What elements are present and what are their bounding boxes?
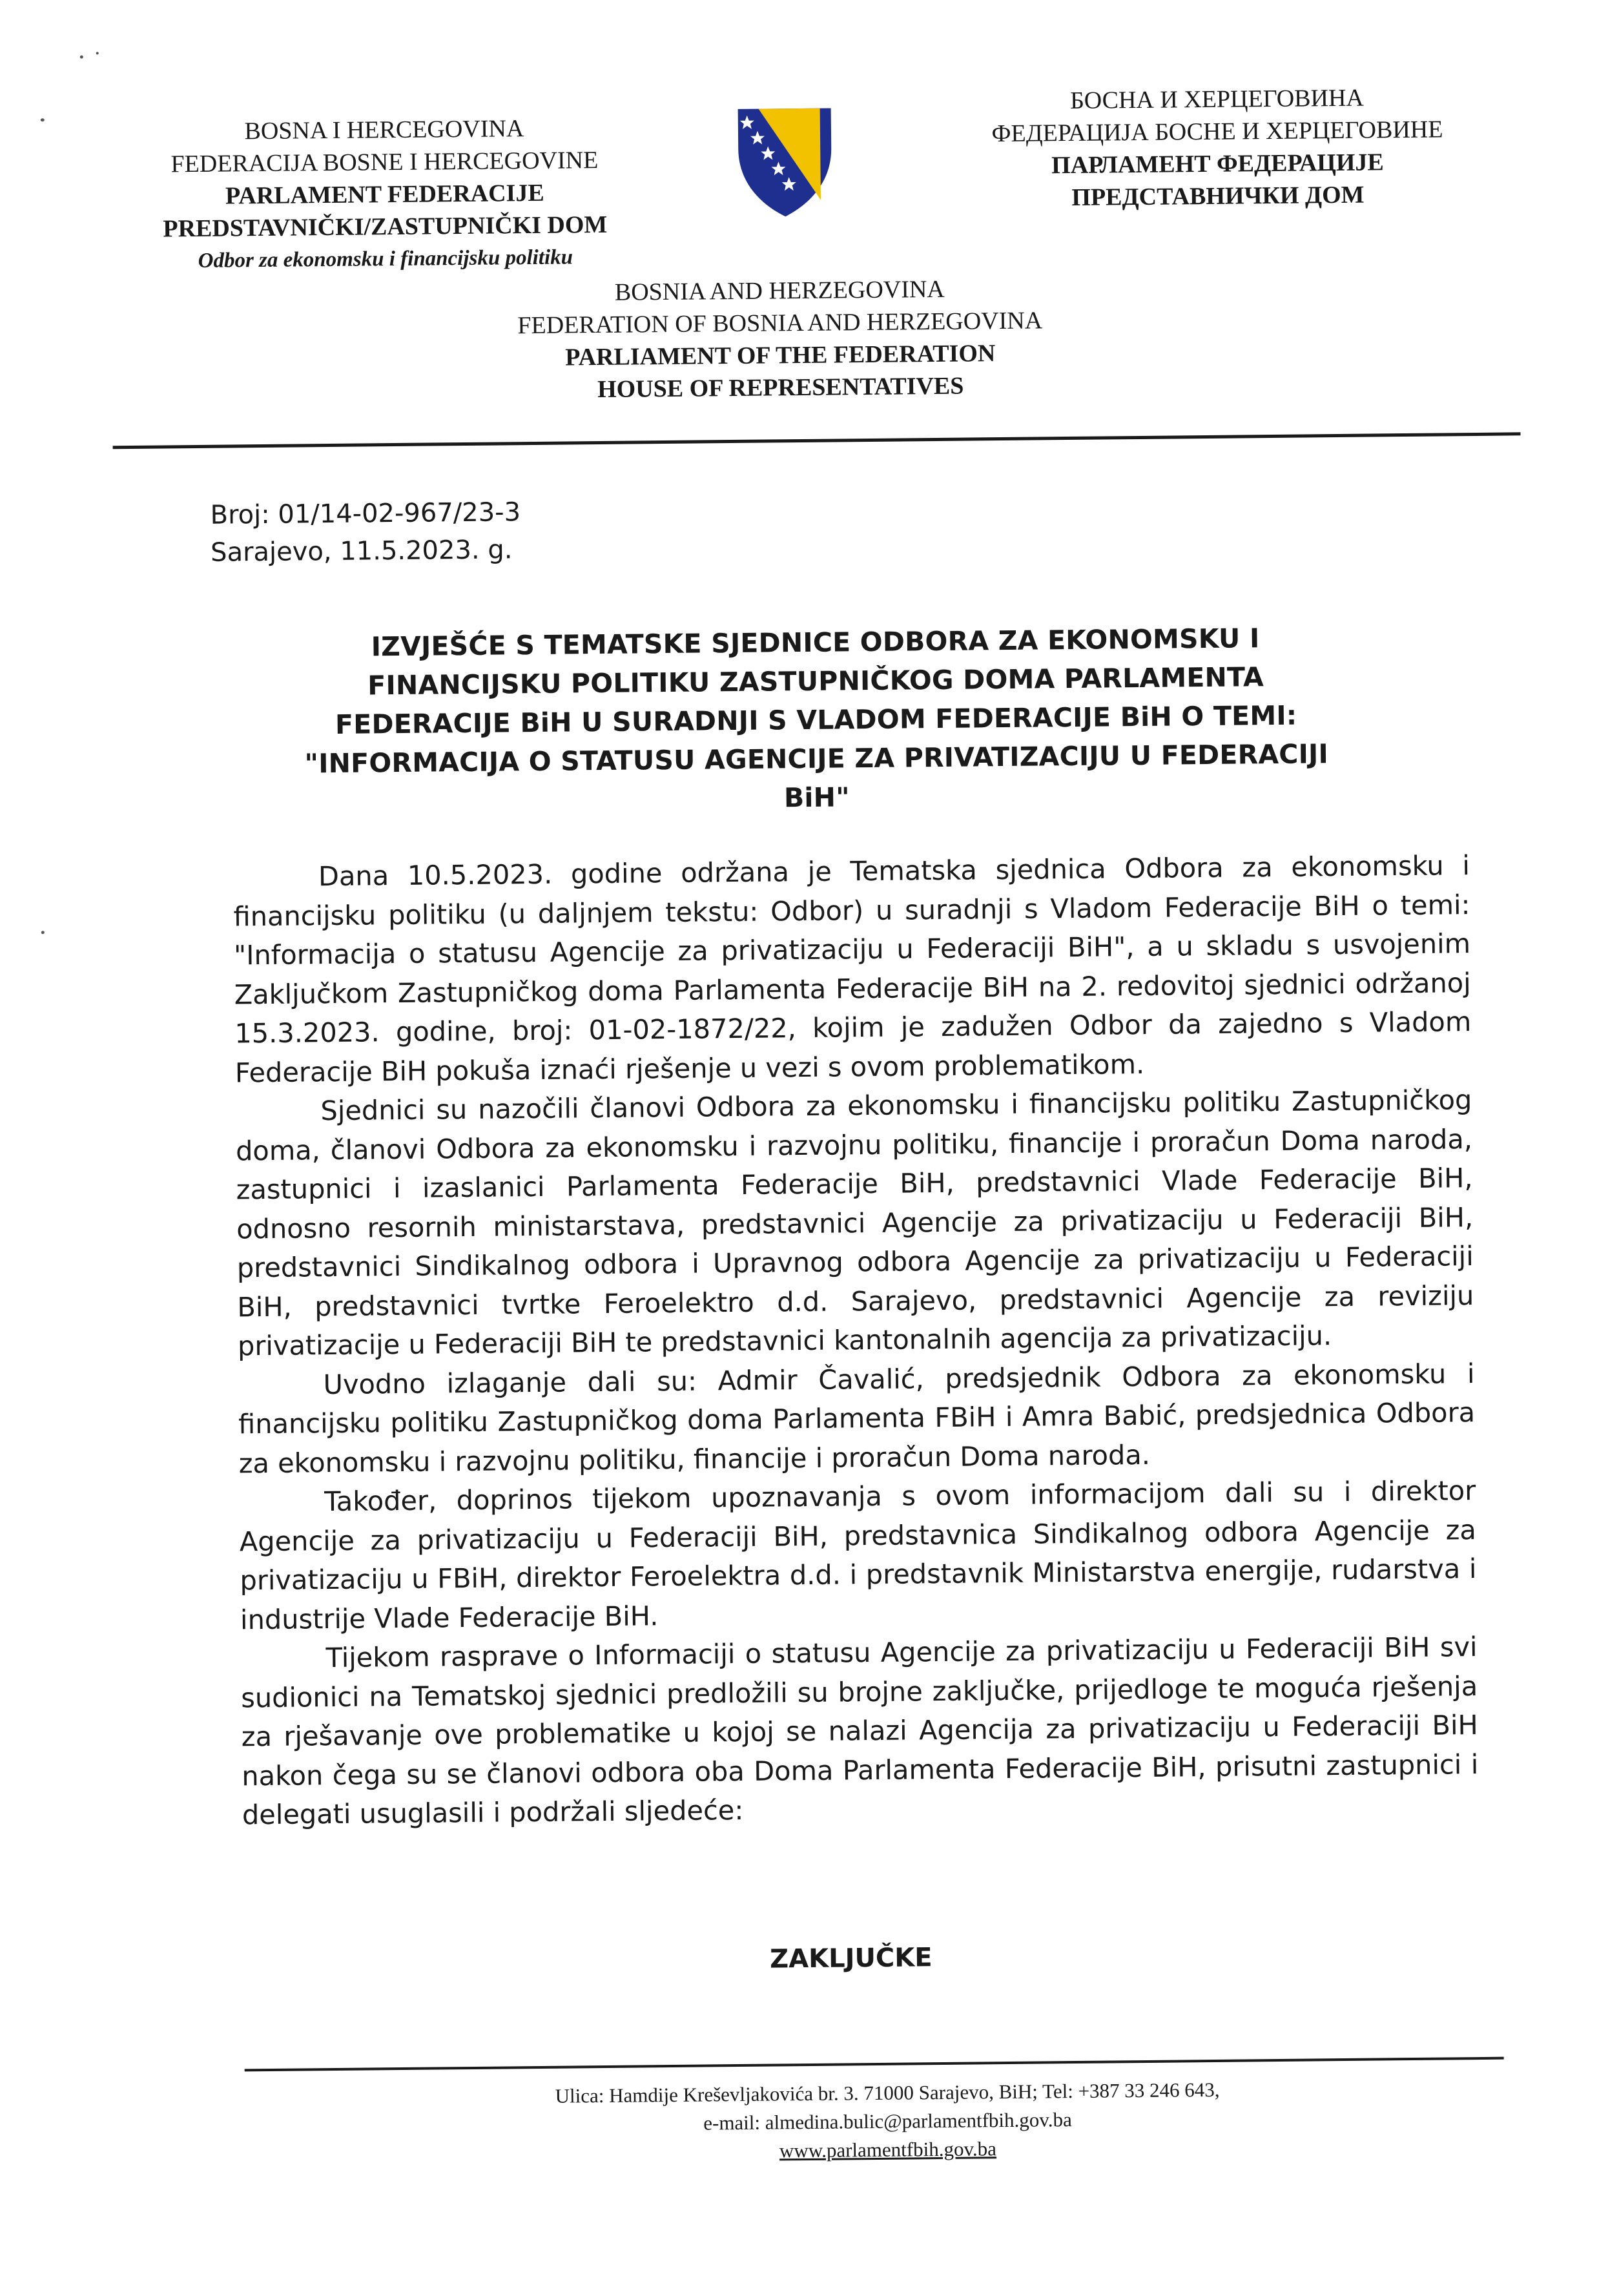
footer-divider: [245, 2057, 1504, 2072]
header-right: [952, 81, 1483, 215]
conclusions-heading: ZAKLJUČKE: [769, 1943, 933, 1974]
scan-speck: [96, 52, 99, 54]
header-center-line: PARLIAMENT OF THE FEDERATION: [565, 340, 996, 371]
header-right-line: ФЕДЕРАЦИЈА БОСНЕ И ХЕРЦЕГОВИНЕ: [991, 116, 1443, 148]
title-line: IZVJEŠĆE S TEMATSKE SJEDNICE ODBORA ZA EKONOMSKU I: [371, 623, 1260, 663]
header-right-line: ПАРЛАМЕНТ ФЕДЕРАЦИЈЕ: [1051, 149, 1384, 180]
header-right-line: ПРЕДСТАВНИЧКИ ДОМ: [1071, 181, 1365, 211]
header-left-line: PARLAMENT FEDERACIJE: [225, 179, 544, 210]
header-left-line: BOSNA I HERCEGOVINA: [244, 115, 524, 145]
footer-address: Ulica: Hamdije Kreševljakovića br. 3. 71000 Sarajevo, BiH; Tel: +387 33 246 643,: [555, 2078, 1220, 2107]
scan-speck: [41, 931, 45, 934]
body-paragraph: Uvodno izlaganje dali su: Admir Čavalić, predsjednik Odbora za ekonomsku i financijsku politiku Zastupničkog doma Parlamenta FBiH i Amra Babić, predsjednica Odbora za ekonomsku i razvojnu politiku, financije i proračun Doma naroda.: [238, 1357, 1476, 1479]
report-title: [208, 617, 1424, 823]
header-divider: [113, 432, 1521, 449]
header-left-line: FEDERACIJA BOSNE I HERCEGOVINE: [170, 146, 599, 178]
title-line: BiH": [783, 781, 850, 814]
header-left-line: PREDSTAVNIČKI/ZASTUPNIČKI DOM: [163, 211, 608, 243]
document-meta: [210, 493, 521, 572]
header-left: [119, 111, 650, 278]
header-center: [482, 272, 1078, 407]
title-line: "INFORMACIJA O STATUSU AGENCIJE ZA PRIVATIZACIJU U FEDERACIJI: [304, 738, 1329, 780]
coat-of-arms-icon: [733, 103, 838, 220]
body-paragraph: Također, doprinos tijekom upoznavanja s ovom informacijom dali su i direktor Agencije za privatizaciju u Federaciji BiH, predstavnica Sindikalnog odbora Agencije za privatizaciju u FBiH, direktor Feroelektra d.d. i predstavnik Ministarstva energije, rudarstva i industrije Vlade Federacije BiH.: [239, 1474, 1477, 1635]
footer: [397, 2074, 1379, 2169]
body-paragraph: Tijekom rasprave o Informaciji o statusu Agencije za privatizaciju u Federaciji BiH svi sudionici na Tematskoj sjednici predložili su brojne zaključke, prijedloge te moguća rješenja za rješavanje ove problematike u kojoj se nalazi Agencija za privatizaciju u Federaciji BiH nakon čega su se članovi odbora oba Doma Parlamenta Federacije BiH, prisutni zastupnici i delegati usuglasili i podržali sljedeće:: [240, 1631, 1479, 1831]
title-line: FINANCIJSKU POLITIKU ZASTUPNIČKOG DOMA PARLAMENTA: [367, 661, 1264, 701]
header-center-line: FEDERATION OF BOSNIA AND HERZEGOVINA: [517, 307, 1043, 340]
body-paragraph: Sjednici su nazočili članovi Odbora za ekonomsku i financijsku politiku Zastupničkog doma, članovi Odbora za ekonomsku i razvojnu politiku, financije i proračun Doma naroda, zastupnici i izaslanici Parlamenta Federacije BiH, predstavnici Vlade Federacije BiH, odnosno resornih ministarstava, predstavnici Agencije za privatizaciju u Federaciji BiH, predstavnici Sindikalnog odbora i Upravnog odbora Agencije za privatizaciju u Federaciji BiH, predstavnici tvrtke Feroelektro d.d. Sarajevo, predstavnici Agencije za reviziju privatizacije u Federaciji BiH te predstavnici kantonalnih agencija za privatizaciju.: [235, 1084, 1474, 1362]
body-paragraph: Dana 10.5.2023. godine održana je Tematska sjednica Odbora za ekonomsku i financijsku politiku (u daljnjem tekstu: Odbor) u suradnji s Vladom Federacije BiH o temi: "Informacija o statusu Agencije za privatizaciju u Federaciji BiH", a u skladu s usvojenim Zaključkom Zastupničkog doma Parlamenta Federacije BiH na 2. redovitoj sjednici održanoj 15.3.2023. godine, broj: 01-02-1872/22, kojim je zadužen Odbor da zajedno s Vladom Federacije BiH pokuša iznaći rješenje u vezi s ovom problematikom.: [233, 849, 1472, 1088]
header-right-line: БОСНА И ХЕРЦЕГОВИНА: [1069, 84, 1365, 114]
scan-speck: [80, 56, 83, 59]
footer-website-link[interactable]: www.parlamentfbih.gov.ba: [779, 2137, 997, 2162]
scan-speck: [41, 118, 45, 121]
reference-number: Broj: 01/14-02-967/23-3: [210, 497, 521, 530]
committee-name: Odbor za ekonomsku i financijsku politiku: [198, 245, 573, 273]
header-center-line: HOUSE OF REPRESENTATIVES: [597, 372, 964, 404]
footer-email[interactable]: e-mail: almedina.bulic@parlamentfbih.gov.ba: [703, 2108, 1072, 2135]
title-line: FEDERACIJE BiH U SURADNJI S VLADOM FEDERACIJE BiH O TEMI:: [335, 699, 1297, 740]
report-body: [233, 846, 1479, 1835]
header-center-line: BOSNIA AND HERZEGOVINA: [614, 275, 945, 306]
place-date: Sarajevo, 11.5.2023. g.: [210, 535, 513, 568]
